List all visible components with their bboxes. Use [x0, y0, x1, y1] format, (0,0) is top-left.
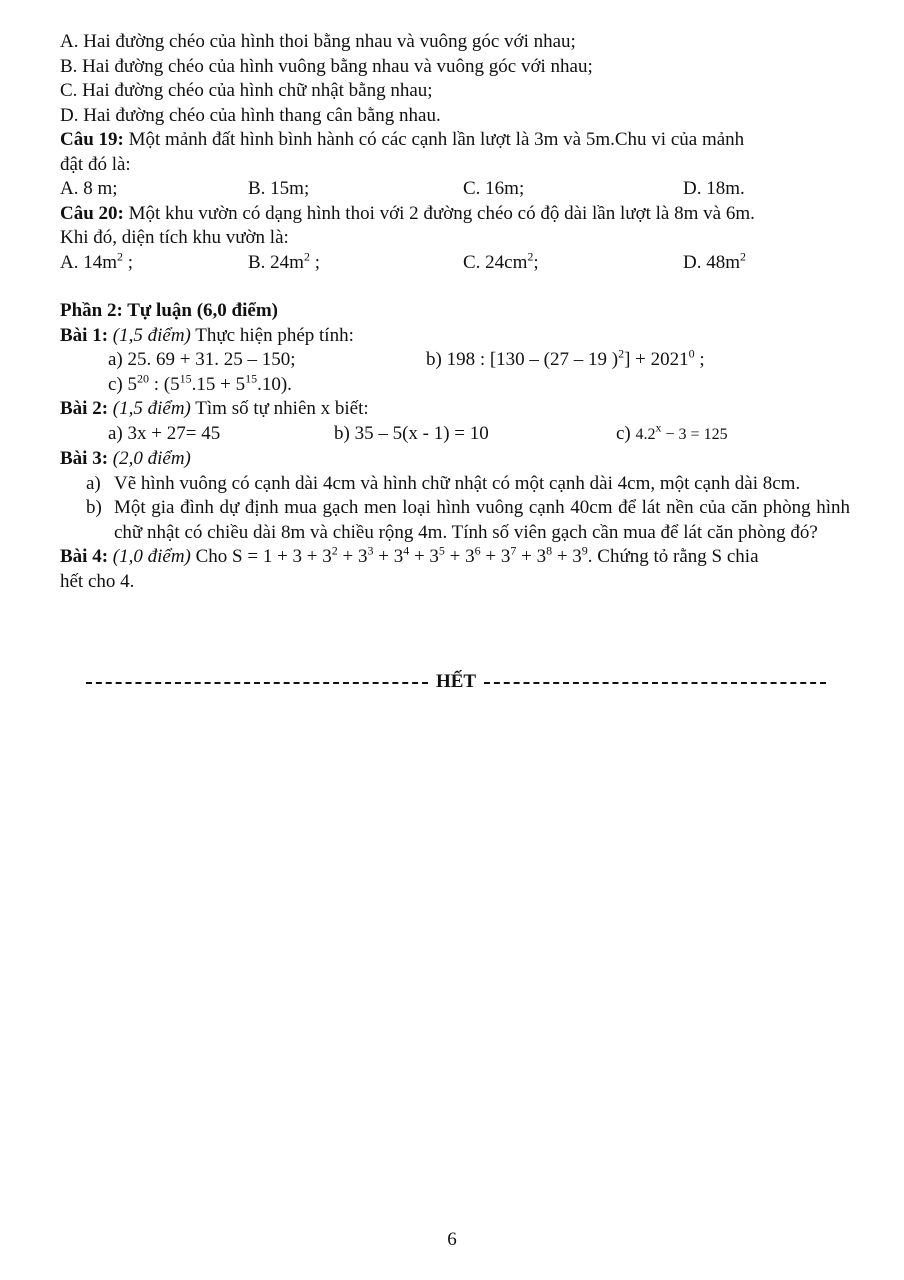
q18-option-d: D. Hai đường chéo của hình thang cân bằng nhau. — [60, 104, 441, 126]
end-divider — [86, 670, 826, 695]
bai1-a: a) 25. 69 + 31. 25 – 150; — [108, 349, 296, 370]
q18-option-a: A. Hai đường chéo của hình thoi bằng nhau và vuông góc với nhau; — [60, 31, 576, 52]
q20-options — [60, 251, 850, 276]
bai3-b: b) Một gia đình dự định mua gạch men loại hình vuông cạnh 40cm để lát nền của căn phòng hình chữ nhật có chiều dài 8m và chiều rộng 4m. Tính số viên gạch cần mua để lát căn phòng đó? — [86, 497, 850, 543]
q20-option-c: C. $24cm^2$; — [463, 249, 539, 273]
end-word: HẾT — [435, 671, 477, 692]
bai2-heading: Bài 2: (1,5 điểm) Tìm số tự nhiên x biết: — [60, 398, 369, 419]
bai1-b: b) 198 : [130 – (27 – 19 )$^2] + 2021^0$ ; — [426, 346, 705, 370]
q19-option-a: A. 8 m; — [60, 178, 118, 199]
exam-page — [60, 30, 850, 692]
q18-option-b: B. Hai đường chéo của hình vuông bằng nhau và vuông góc với nhau; — [60, 55, 593, 77]
bai1-heading: Bài 1: (1,5 điểm) Thực hiện phép tính: — [60, 324, 354, 346]
dash-right — [484, 682, 826, 684]
dash-left — [86, 682, 428, 684]
q19-options — [60, 177, 850, 202]
bai3-a: a) Vẽ hình vuông có cạnh dài 4cm và hình chữ nhật có một cạnh dài 4cm, một cạnh dài 8cm. — [86, 472, 801, 494]
q19-option-d: D. 18m. — [683, 178, 745, 199]
q20-option-d: D. $48m^2$ — [683, 249, 746, 273]
q20-option-b: B. $24m^2$ ; — [248, 249, 320, 273]
q20-question-cont: Khi đó, diện tích khu vườn là: — [60, 227, 289, 248]
q19-question: Câu 19: Một mảnh đất hình bình hành có các cạnh lần lượt là 3m và 5m.Chu vi của mảnh — [60, 129, 745, 150]
q19-option-b: B. 15m; — [248, 178, 310, 199]
bai1-row-ab — [60, 348, 850, 373]
bai2-a: a) 3x + 27= 45 — [108, 422, 221, 444]
q18-option-c: C. Hai đường chéo của hình chữ nhật bằng nhau; — [60, 80, 433, 101]
bai4-heading: Bài 4: (1,0 điểm) Cho $S = 1 + 3 + 3^2 + 3^3 + 3^4 + 3^5 + 3^6 + 3^7 + 3^8 + 3^9$. Chứng tỏ rằng S chia — [60, 543, 759, 567]
bai3-heading: Bài 3: (2,0 điểm) — [60, 448, 191, 469]
bai1-c: c) $5^{20}$ : $(5^{15}.15 + 5^{15}.10)$. — [108, 371, 292, 395]
bai2-c: c) $4.2^x - 3 = 125$ — [616, 420, 728, 444]
bai2-b: b) 35 – 5(x - 1) = 10 — [334, 422, 489, 444]
q20-question: Câu 20: Một khu vườn có dạng hình thoi với 2 đường chéo có độ dài lần lượt là 8m và 6m. — [60, 202, 755, 224]
page-number: 6 — [447, 1229, 457, 1250]
q19-question-cont: đật đó là: — [60, 153, 131, 175]
q19-option-c: C. 16m; — [463, 178, 525, 199]
part2-title: Phần 2: Tự luận (6,0 điểm) — [60, 300, 278, 321]
bai2-row — [60, 422, 850, 448]
q20-option-a: A. $14m^2$ ; — [60, 249, 134, 273]
bai4-cont: hết cho 4. — [60, 570, 135, 592]
